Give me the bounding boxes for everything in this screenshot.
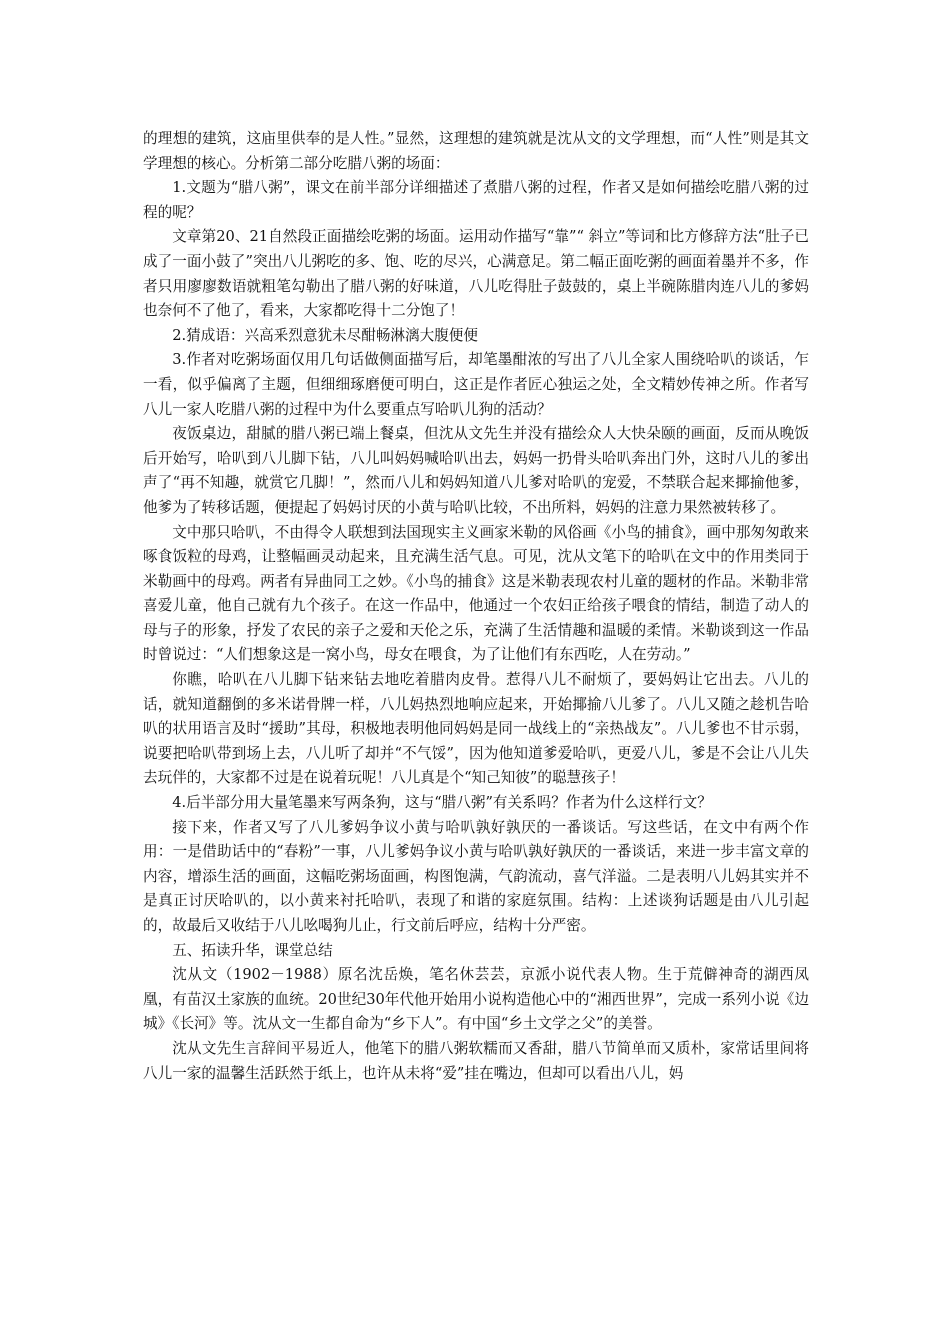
answer-3-family-dialogue: 你瞧，哈叭在八儿脚下钻来钻去地吃着腊肉皮骨。惹得八儿不耐烦了，要妈妈让它出去。八儿的话，就知道翻倒的多米诺骨牌一样，八儿妈热烈地响应起来，开始揶揄八儿爹了。八儿又随之趁机告哈叭的状用语言及时“援助”其母，积极地表明他同妈妈是同一战线上的“亲热战友”。八儿爹也不甘示弱，说要把哈叭带到场上去，八儿听了却并“不气馁”，因为他知道爹爱哈叭，更爱八儿，爹是不会让八儿失去玩伴的，大家都不过是在说着玩呢！八儿真是个“知己知彼”的聪慧孩子！ [143,671,809,787]
question-1: 1.文题为“腊八粥”，课文在前半部分详细描述了煮腊八粥的过程，作者又是如何描绘吃腊八粥的过程的呢？ [143,179,809,221]
closing-paragraph: 沈从文先生言辞间平易近人，他笔下的腊八粥软糯而又香甜，腊八节简单而又质朴，家常话里间将八儿一家的温馨生活跃然于纸上，也许从未将“爱”挂在嘴边，但却可以看出八儿，妈 [143,1039,809,1082]
answer-4: 接下来，作者又写了八儿爹妈争议小黄与哈叭孰好孰厌的一番谈话。写这些话，在文中有两个作用：一是借助话中的“春粉”一事，八儿爹妈争议小黄与哈叭孰好孰厌的一番谈话，来进一步丰富文章的内容，增添生活的画面，这幅吃粥场面画，构图饱满，气韵流动，喜气洋溢。二是表明八儿妈其实并不是真正讨厌哈叭的，以小黄来衬托哈叭，表现了和谐的家庭氛围。结构：上述谈狗话题是由八儿引起的，故最后又收结于八儿吆喝狗儿止，行文前后呼应，结构十分严密。 [143,818,809,934]
document-body [143,127,809,1086]
answer-3-millet-painting: 文中那只哈叭，不由得令人联想到法国现实主义画家米勒的风俗画《小鸟的捕食》，画中那匆匆敢来啄食饭粒的母鸡，让整幅画灵动起来，且充满生活气息。可见，沈从文笔下的哈叭在文中的作用类同于米勒画中的母鸡。两者有异曲同工之妙。《小鸟的捕食》这是米勒表现农村儿童的题材的作品。米勒非常喜爱儿童，他自己就有九个孩子。在这一作品中，他通过一个农妇正给孩子喂食的情结，制造了动人的母与子的形象，抒发了农民的亲子之爱和天伦之乐，充满了生活情趣和温暖的柔情。米勒谈到这一作品时曾说过：“人们想象这是一窝小鸟，母女在喂食，为了让他们有东西吃，人在劳动。” [143,523,809,664]
author-bio: 沈从文（1902－1988）原名沈岳焕，笔名休芸芸，京派小说代表人物。生于荒僻神奇的湖西凤凰，有苗汉土家族的血统。20世纪30年代他开始用小说构造他心中的“湘西世界”，完成一系列小说《边城》《长河》等。沈从文一生都自命为“乡下人”。有中国“乡土文学之父”的美誉。 [143,966,809,1033]
question-3: 3.作者对吃粥场面仅用几句话做侧面描写后，却笔墨酣浓的写出了八儿全家人围绕哈叭的谈话，乍一看，似乎偏离了主题，但细细琢磨便可明白，这正是作者匠心独运之处，全文精妙传神之所。作者写八儿一家人吃腊八粥的过程中为什么要重点写哈叭儿狗的活动？ [143,351,809,418]
answer-1: 文章第20、21自然段正面描绘吃粥的场面。运用动作描写“靠”“ 斜立”等词和比方修辞方法“肚子已成了一面小鼓了”突出八儿粥吃的多、饱、吃的尽兴，心满意足。第二幅正面吃粥的画面着墨并不多，作者只用廖廖数语就粗笔勾勒出了腊八粥的好味道，八儿吃得肚子鼓鼓的，桌上半碗陈腊肉连八儿的爹妈也奈何不了他了，看来，大家都吃得十二分饱了！ [143,228,809,320]
paragraph-continuation: 的理想的建筑，这庙里供奉的是人性。”显然，这理想的建筑就是沈从文的文学理想，而“人性”则是其文学理想的核心。分析第二部分吃腊八粥的场面： [143,130,809,172]
question-2-idioms: 2.猜成语：兴高釆烈意犹未尽酣畅淋漓大腹便便 [172,326,478,344]
section-heading-summary: 五、拓读升华，课堂总结 [172,941,333,959]
question-4: 4.后半部分用大量笔墨来写两条狗，这与“腊八粥”有关系吗？作者为什么这样行文？ [172,794,712,812]
answer-3-dinner-scene: 夜饭桌边，甜腻的腊八粥已端上餐桌，但沈从文先生并没有描绘众人大快朵颐的画面，反而从晚饭后开始写，哈叭到八儿脚下钻，八儿叫妈妈喊哈叭出去，妈妈一扔骨头哈叭奔出门外，这时八儿的爹出声了“再不知趣，就赏它几脚！”，然而八儿和妈妈知道八儿爹对哈叭的宠爱，不禁联合起来揶揄他爹，他爹为了转移话题，便提起了妈妈讨厌的小黄与哈叭比较，不出所料，妈妈的注意力果然被转移了。 [143,425,809,516]
